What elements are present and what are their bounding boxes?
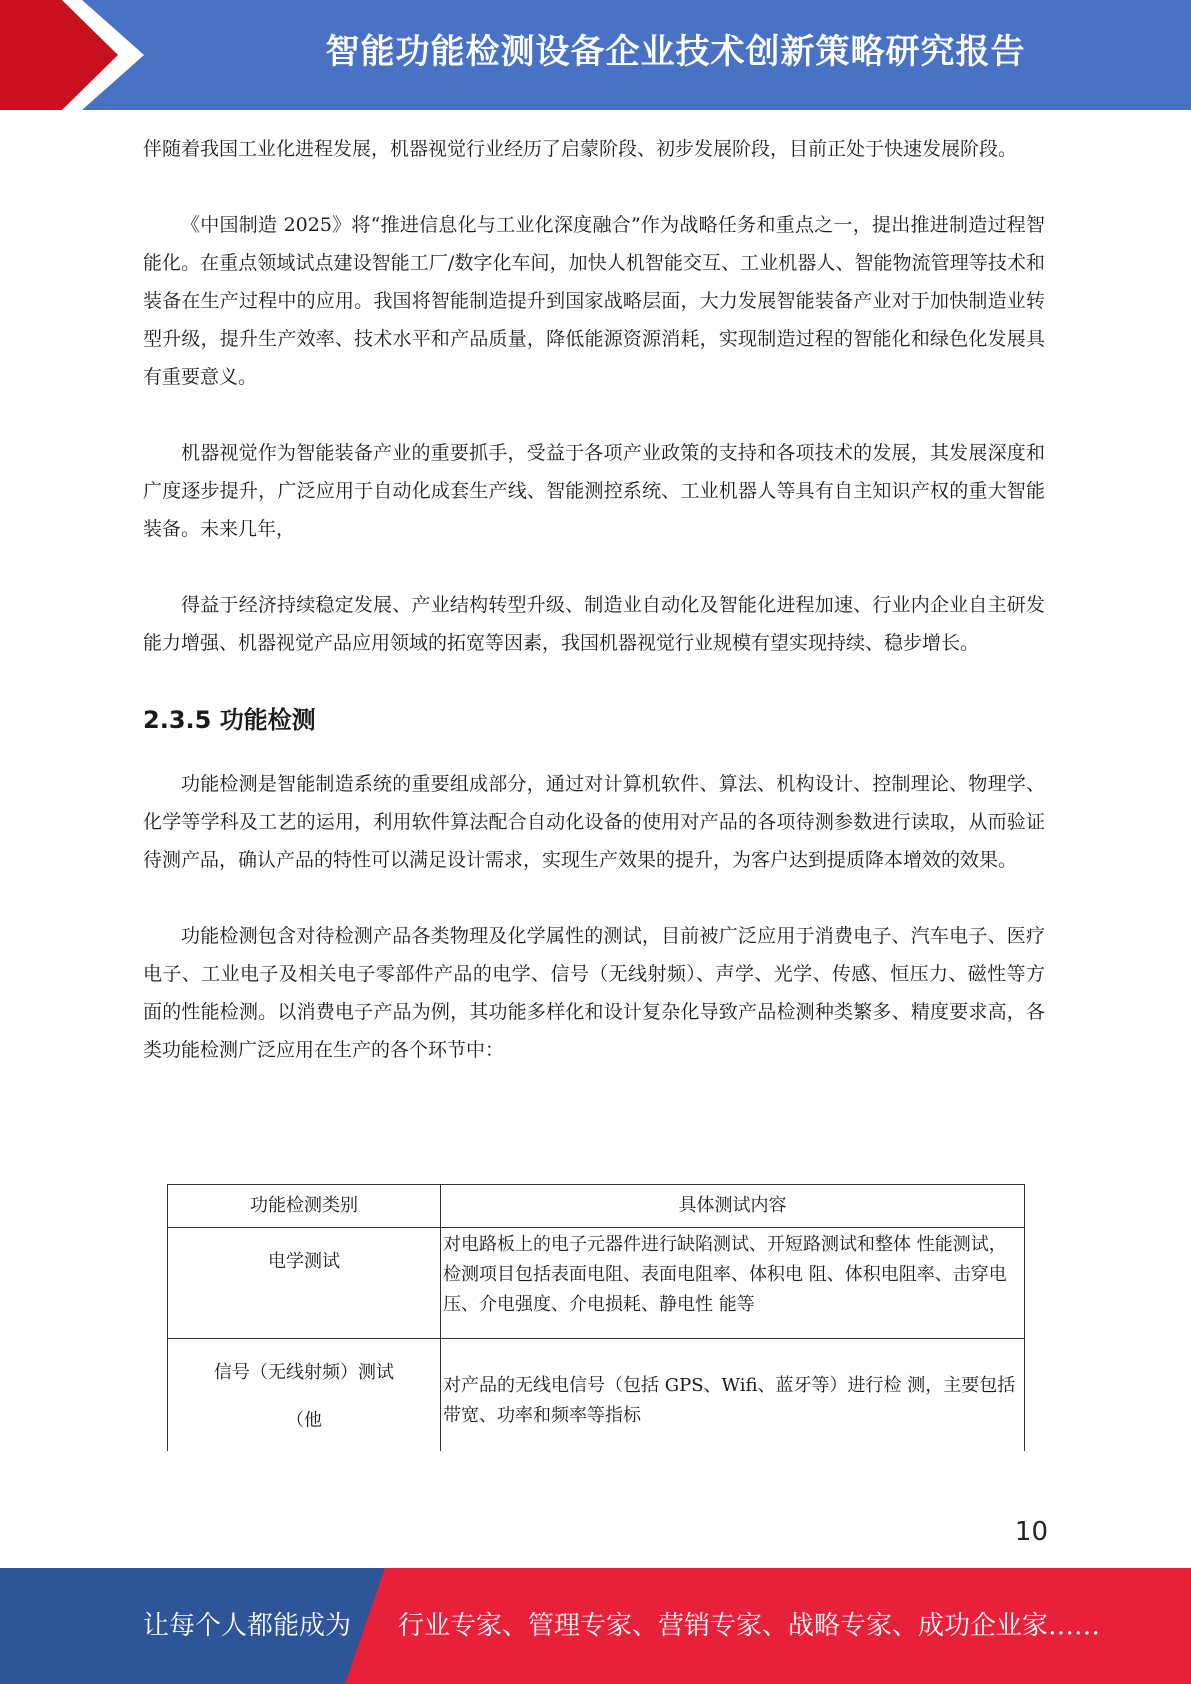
table	[167, 1184, 1025, 1451]
page-number: 10	[1014, 1517, 1048, 1547]
report-title: 智能功能检测设备企业技术创新策略研究报告	[325, 32, 1026, 72]
paragraph-4: 得益于经济持续稳定发展、产业结构转型升级、制造业自动化及智能化进程加速、行业内企业自主研发能力增强、机器视觉产品应用领域的拓宽等因素，我国机器视觉行业规模有望实现持续、稳步增长。	[143, 594, 1045, 654]
function-test-table	[167, 1184, 1024, 1451]
table-cell-content: 对电路板上的电子元器件进行缺陷测试、开短路测试和整体 性能测试，检测项目包括表面电阻、表面电阻率、体积电 阻、体积电阻率、击穿电压、介电强度、介电损耗、静电性 能等	[441, 1228, 1025, 1339]
table-cell-category	[168, 1339, 441, 1452]
section-paragraph-2: 功能检测包含对待检测产品各类物理及化学属性的测试，目前被广泛应用于消费电子、汽车电子、医疗电子、工业电子及相关电子零部件产品的电学、信号（无线射频）、声学、光学、传感、恒压力、磁性等方面的性能检测。以消费电子产品为例，其功能多样化和设计复杂化导致产品检测种类繁多、精度要求高，各类功能检测广泛应用在生产的各个环节中：	[143, 925, 1045, 1061]
category-label-continued: （他	[286, 1410, 322, 1431]
paragraph-3: 机器视觉作为智能装备产业的重要抓手，受益于各项产业政策的支持和各项技术的发展，其发展深度和广度逐步提升，广泛应用于自动化成套生产线、智能测控系统、工业机器人等具有自主知识产权的重大智能装备。未来几年，	[143, 442, 1045, 540]
table-header-category: 功能检测类别	[168, 1185, 441, 1228]
paragraph-2: 《中国制造 2025》将“推进信息化与工业化深度融合”作为战略任务和重点之一，提出推进制造过程智能化。在重点领域试点建设智能工厂/数字化车间，加快人机智能交互、工业机器人、智能物流管理等技术和装备在生产过程中的应用。我国将智能制造提升到国家战略层面，大力发展智能装备产业对于加快制造业转型升级，提升生产效率、技术水平和产品质量，降低能源资源消耗，实现制造过程的智能化和绿色化发展具有重要意义。	[143, 214, 1045, 388]
footer-slogan-left: 让每个人都能成为	[143, 1611, 352, 1641]
table-row	[168, 1228, 1025, 1339]
table-header-content: 具体测试内容	[441, 1185, 1025, 1228]
table-cell-category	[168, 1228, 441, 1339]
table-row	[168, 1339, 1025, 1452]
page-header-banner	[0, 0, 1191, 110]
paragraph-1: 伴随着我国工业化进程发展，机器视觉行业经历了启蒙阶段、初步发展阶段，目前正处于快速发展阶段。	[143, 138, 1018, 160]
document-body	[143, 130, 1045, 1107]
section-heading: 2.3.5 功能检测	[143, 706, 316, 734]
table-header-row	[168, 1185, 1025, 1228]
category-label: 信号（无线射频）测试	[214, 1362, 394, 1383]
page-footer-banner	[0, 1568, 1191, 1684]
footer-slogan-right: 行业专家、管理专家、营销专家、战略专家、成功企业家……	[398, 1611, 1101, 1641]
table-cell-content: 对产品的无线电信号（包括 GPS、Wifi、蓝牙等）进行检 测，主要包括带宽、功率和频率等指标	[441, 1339, 1025, 1452]
section-paragraph-1: 功能检测是智能制造系统的重要组成部分，通过对计算机软件、算法、机构设计、控制理论、物理学、化学等学科及工艺的运用，利用软件算法配合自动化设备的使用对产品的各项待测参数进行读取，从而验证待测产品，确认产品的特性可以满足设计需求，实现生产效果的提升，为客户达到提质降本增效的效果。	[143, 773, 1045, 871]
category-label: 电学测试	[268, 1251, 340, 1272]
